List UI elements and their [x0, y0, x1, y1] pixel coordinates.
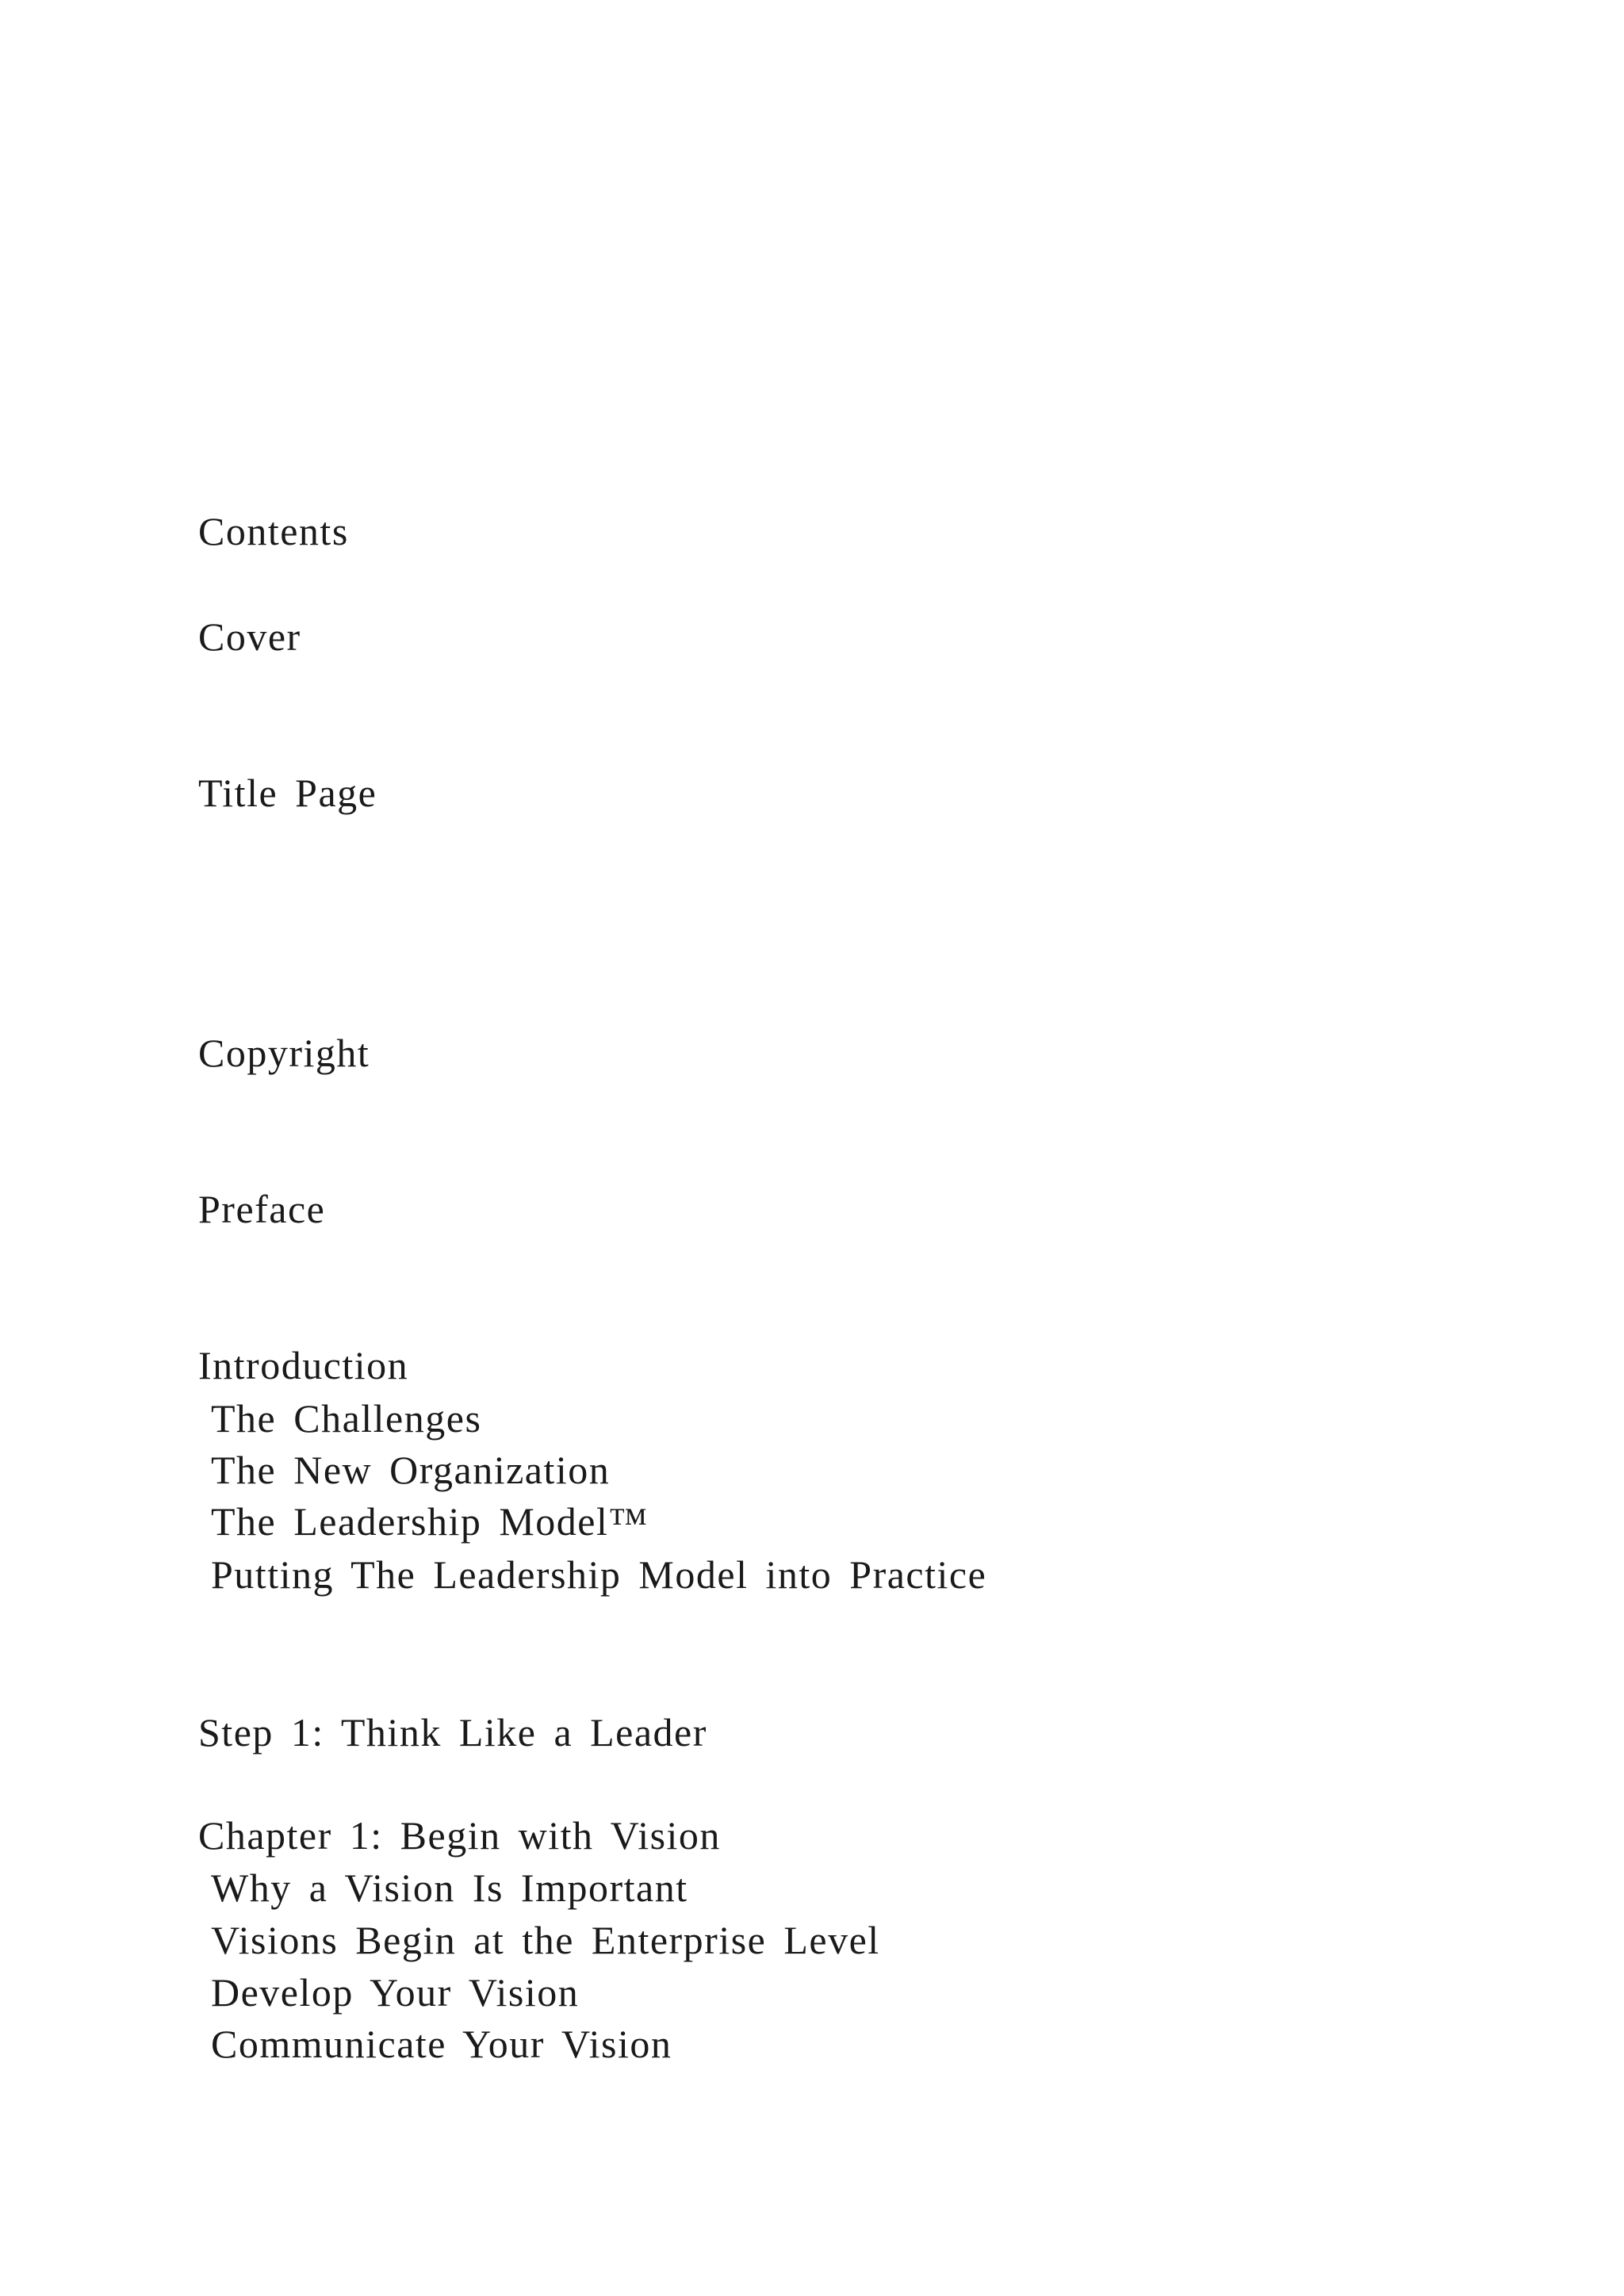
toc-entry-step1: Step 1: Think Like a Leader	[198, 1710, 707, 1755]
toc-subentry-new-organization: The New Organization	[211, 1448, 611, 1492]
toc-subentry-communicate-vision: Communicate Your Vision	[211, 2022, 672, 2066]
toc-subentry-why-vision-important: Why a Vision Is Important	[211, 1866, 688, 1910]
toc-subentry-develop-vision: Develop Your Vision	[211, 1970, 580, 2015]
toc-entry-chapter1: Chapter 1: Begin with Vision	[198, 1813, 721, 1858]
toc-entry-title-page: Title Page	[198, 771, 377, 815]
toc-entry-cover: Cover	[198, 614, 301, 659]
toc-entry-introduction: Introduction	[198, 1343, 409, 1387]
toc-subentry-visions-enterprise-level: Visions Begin at the Enterprise Level	[211, 1918, 880, 1962]
toc-subentry-challenges: The Challenges	[211, 1396, 482, 1441]
contents-heading: Contents	[198, 509, 349, 553]
toc-subentry-putting-model-into-practice: Putting The Leadership Model into Practice	[211, 1552, 987, 1597]
toc-entry-preface: Preface	[198, 1187, 326, 1231]
toc-entry-copyright: Copyright	[198, 1031, 370, 1075]
toc-subentry-leadership-model: The Leadership Model™	[211, 1499, 649, 1544]
